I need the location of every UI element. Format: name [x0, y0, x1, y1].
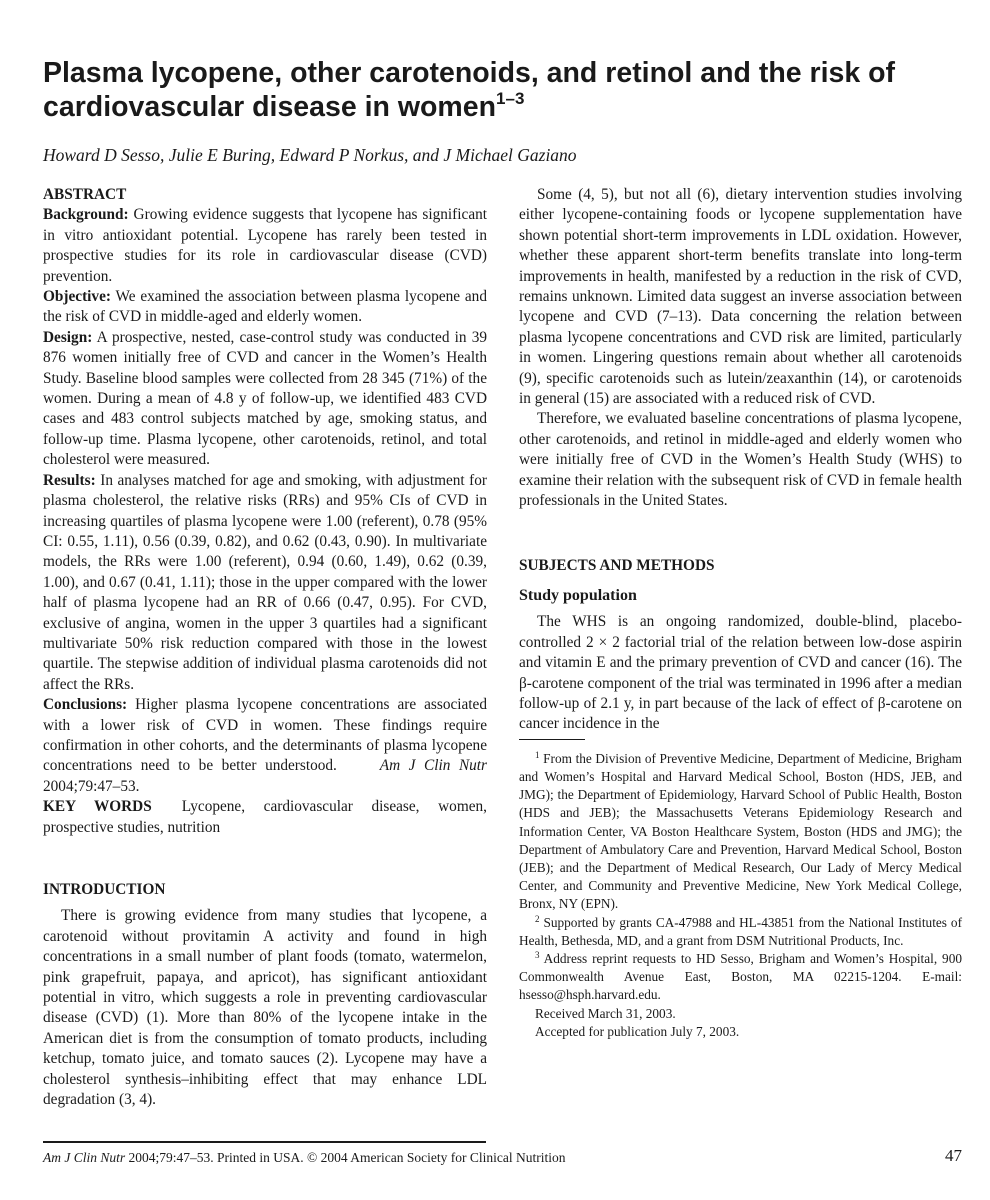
- methods-heading: SUBJECTS AND METHODS: [519, 556, 715, 574]
- citation-ref: 2004;79:47–53.: [43, 777, 140, 795]
- abstract-objective: [43, 287, 487, 328]
- objective-label: Objective:: [43, 288, 111, 306]
- footnote-3-marker: 3: [535, 949, 540, 960]
- intro-paragraph-2: Some (4, 5), but not all (6), dietary intervention studies involving either lycopene-containing foods or lycopene supplementation have shown potential short-term improvements in LDL oxidation. However, whether these apparent short-term benefits translate into long-term improvements in health, manifested by a reduction in the risk of CVD, remains unknown. Limited data suggest an inverse association between lycopene and CVD (7–13). Data concerning the relation between plasma lycopene concentrations and CVD risk are limited, particularly in women. Lingering questions remain about whether all carotenoids (9), specific carotenoids such as lutein/zeaxanthin (14), or carotenoids in general (15) are associated with a reduced risk of CVD.: [519, 186, 962, 408]
- title-footnote-marker: 1–3: [496, 89, 525, 108]
- abstract-heading: ABSTRACT: [43, 186, 127, 203]
- introduction-heading: INTRODUCTION: [43, 881, 166, 898]
- footnote-2-marker: 2: [535, 913, 540, 924]
- study-population-heading: Study population: [519, 586, 637, 604]
- left-column: [43, 185, 487, 1110]
- objective-text: We examined the association between plasma lycopene and the risk of CVD in middle-aged and elderly women.: [43, 288, 487, 326]
- conclusions-label: Conclusions:: [43, 696, 128, 714]
- footnote-1: [519, 750, 962, 914]
- citation-journal: Am J Clin Nutr: [379, 757, 488, 775]
- footnote-1-marker: 1: [535, 749, 540, 760]
- abstract-background: [43, 205, 487, 287]
- article-title: [43, 56, 943, 124]
- footer-citation: [43, 1149, 565, 1167]
- footnote-2: [519, 914, 962, 950]
- results-text: In analyses matched for age and smoking, with adjustment for plasma cholesterol, the relative risks (RRs) and 95% CIs of CVD in increasing quartiles of plasma lycopene were 1.00 (referent), 0.78 (95% CI: 0.55, 1.11), 0.56 (0.39, 0.82), and 0.62 (0.43, 0.90). In multivariate models, the RRs were 1.00 (referent), 0.94 (0.60, 1.49), 0.62 (0.39, 1.00), and 0.67 (0.41, 1.11); those in the upper compared with the lower half of plasma lycopene had an RR of 0.66 (0.47, 0.95). For CVD, exclusive of angina, women in the upper 3 quartiles had a significant multivariate 50% risk reduction compared with those in the lowest quartile. The stepwise addition of individual plasma carotenoids did not affect the RRs.: [43, 471, 488, 693]
- background-label: Background:: [43, 206, 129, 224]
- conclusions-text: Higher plasma lycopene concentrations are associated with a lower risk of CVD in women. These findings require confirmation in other cohorts, and the determinants of plasma lycopene concentrations need to be better understood.: [43, 696, 487, 775]
- abstract-design: [43, 328, 487, 471]
- keywords-text: Lycopene, cardiovascular disease, women, prospective studies, nutrition: [43, 798, 487, 836]
- methods-paragraph-1: The WHS is an ongoing randomized, double-blind, placebo-controlled 2 × 2 factorial trial of the relation between low-dose aspirin and vitamin E and the primary prevention of CVD and cancer (16). The β-carotene component of the trial was terminated in 1996 after a median follow-up of 2.1 y, in part because of the lack of effect of β-carotene on cancer incidence in the: [519, 613, 962, 733]
- design-text: A prospective, nested, case-control study was conducted in 39 876 women initially free of CVD and cancer in the Women’s Health Study. Baseline blood samples were collected from 28 345 (71%) of the women. During a mean of 4.8 y of follow-up, we identified 483 CVD cases and 483 control subjects matched by age, smoking status, and follow-up time. Plasma lycopene, other carotenoids, retinol, and total cholesterol were measured.: [43, 328, 487, 469]
- footnote-3-text: Address reprint requests to HD Sesso, Brigham and Women’s Hospital, 900 Commonwealth Avenue East, Boston, MA 02215-1204. E-mail: hsesso@hsph.harvard.edu.: [519, 950, 962, 1003]
- right-column: [519, 185, 962, 1041]
- footnote-2-text: Supported by grants CA-47988 and HL-43851 from the National Institutes of Health, Bethesda, MD, and a grant from DSM Nutritional Products, Inc.: [519, 914, 962, 948]
- footnote-1-text: From the Division of Preventive Medicine, Department of Medicine, Brigham and Women’s Hospital and Harvard Medical School, Boston (HDS, JEB, and JMG); the Department of Epidemiology, Harvard School of Public Health, Boston (HDS and JEB); the Massachusetts Veterans Epidemiology Research and Information Center, VA Boston Healthcare System, Boston (HDS and JMG); the Department of Ambulatory Care and Prevention, Harvard Medical School, Boston (JEB); and the Department of Medical Research, Our Lady of Mercy Medical Center, and Community and Preventive Medicine, New York Medical College, Bronx, NY (EPN).: [519, 750, 962, 912]
- footer-text: 2004;79:47–53. Printed in USA. © 2004 American Society for Clinical Nutrition: [128, 1150, 566, 1165]
- abstract: [43, 185, 487, 797]
- author-list: Howard D Sesso, Julie E Buring, Edward P Norkus, and J Michael Gaziano: [43, 145, 577, 165]
- accepted-date: Accepted for publication July 7, 2003.: [535, 1023, 740, 1039]
- page-number: 47: [945, 1146, 962, 1165]
- received-date: Received March 31, 2003.: [535, 1005, 676, 1021]
- background-text: Growing evidence suggests that lycopene has significant in vitro antioxidant potential. Lycopene has rarely been tested in prospective studies for its role in cardiovascular disease (CVD) prevention.: [43, 206, 488, 285]
- results-label: Results:: [43, 471, 96, 489]
- abstract-conclusions: [43, 695, 487, 797]
- intro-paragraph-1: There is growing evidence from many studies that lycopene, a carotenoid without provitamin A activity and found in high concentrations in a small number of plant foods (tomato, watermelon, pink grapefruit, papaya, and apricot), has significant antioxidant potential in vitro, which suggests a role in preventing cardiovascular disease (CVD) (1). More than 80% of the lycopene intake in the American diet is from the consumption of tomato products, including ketchup, tomato juice, and tomato sauces (2). Lycopene may have a cholesterol synthesis–inhibiting effect that may enhance LDL degradation (3, 4).: [43, 907, 487, 1109]
- abstract-results: [43, 471, 487, 695]
- footer-rule: [43, 1141, 486, 1143]
- design-label: Design:: [43, 328, 93, 346]
- footer-journal: Am J Clin Nutr: [43, 1150, 126, 1165]
- intro-paragraph-3: Therefore, we evaluated baseline concentrations of plasma lycopene, other carotenoids, and retinol in middle-aged and elderly women who were initially free of CVD in the Women’s Health Study (WHS) to examine their relation with the subsequent risk of CVD in female health professionals in the United States.: [519, 410, 962, 510]
- keywords: [43, 797, 487, 838]
- footnote-3: [519, 950, 962, 1005]
- footnote-rule: [519, 739, 585, 740]
- keywords-label: KEY WORDS: [43, 798, 152, 816]
- article-title-text: Plasma lycopene, other carotenoids, and retinol and the risk of cardiovascular disease in women: [43, 57, 896, 123]
